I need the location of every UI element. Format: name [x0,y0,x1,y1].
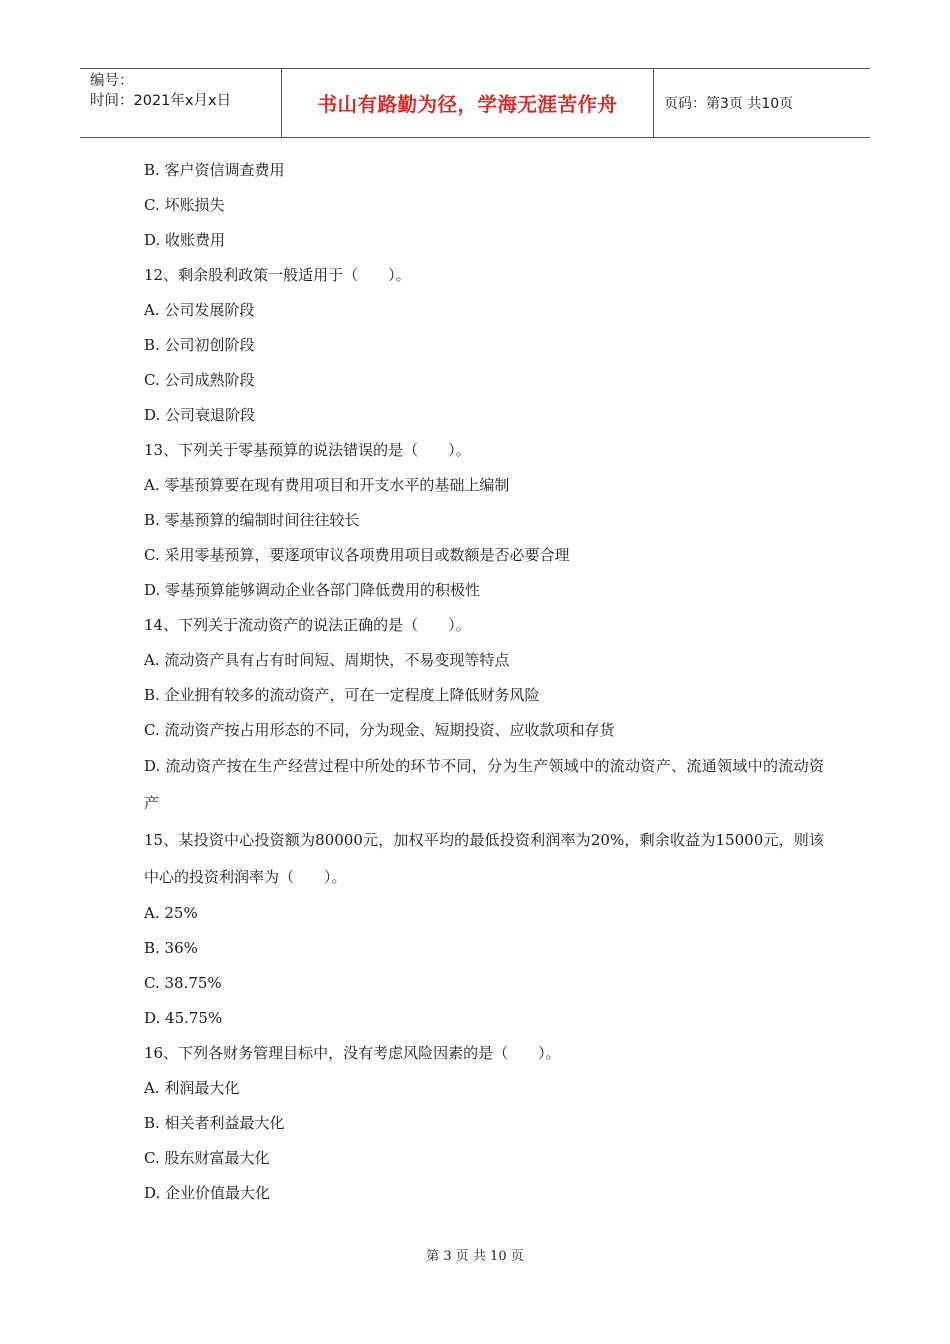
option-line: C. 股东财富最大化 [144,1149,270,1167]
question-line: 15、某投资中心投资额为80000元，加权平均的最低投资利润率为20%，剩余收益为15000元，则该中心的投资利润率为（ ）。 [144,831,824,886]
header-meta [80,69,281,137]
question-line: 16、下列各财务管理目标中，没有考虑风险因素的是（ ）。 [144,1044,561,1062]
footer-page-number: 第 3 页 共 10 页 [426,1249,524,1264]
header-page-info-cell [654,69,870,137]
option-line: A. 零基预算要在现有费用项目和开支水平的基础上编制 [144,476,510,494]
page-footer [0,1245,950,1264]
option-line: C. 坏账损失 [144,196,225,214]
document-body [144,153,824,1211]
option-line: D. 流动资产按在生产经营过程中所处的环节不同，分为生产领域中的流动资产、流通领域中的流动资产 [144,757,824,812]
option-line: D. 零基预算能够调动企业各部门降低费用的积极性 [144,581,481,599]
option-line: B. 36% [144,939,198,957]
option-line: A. 公司发展阶段 [144,301,255,319]
serial-number-label: 编号： [90,73,134,89]
header-page-info: 页码：第3页 共10页 [664,96,794,112]
header-motto-cell [281,69,654,137]
option-line: C. 公司成熟阶段 [144,371,255,389]
option-line: B. 相关者利益最大化 [144,1114,285,1132]
option-line: C. 流动资产按占用形态的不同，分为现金、短期投资、应收款项和存货 [144,721,615,739]
page-header [80,68,870,138]
option-line: B. 公司初创阶段 [144,336,255,354]
option-line: A. 25% [144,904,198,922]
question-line: 14、下列关于流动资产的说法正确的是（ ）。 [144,616,471,634]
option-line: B. 企业拥有较多的流动资产，可在一定程度上降低财务风险 [144,686,540,704]
option-line: A. 流动资产具有占有时间短、周期快，不易变现等特点 [144,651,510,669]
option-line: D. 45.75% [144,1009,223,1027]
option-line: C. 采用零基预算，要逐项审议各项费用项目或数额是否必要合理 [144,546,570,564]
question-line: 12、剩余股利政策一般适用于（ ）。 [144,266,411,284]
option-line: D. 收账费用 [144,231,226,249]
option-line: A. 利润最大化 [144,1079,240,1097]
time-label: 时间：2021年x月x日 [90,93,232,109]
option-line: B. 客户资信调查费用 [144,161,285,179]
question-line: 13、下列关于零基预算的说法错误的是（ ）。 [144,441,471,459]
option-line: D. 企业价值最大化 [144,1184,271,1202]
option-line: D. 公司衰退阶段 [144,406,256,424]
option-line: B. 零基预算的编制时间往往较长 [144,511,360,529]
header-motto: 书山有路勤为径，学海无涯苦作舟 [317,93,618,116]
option-line: C. 38.75% [144,974,222,992]
